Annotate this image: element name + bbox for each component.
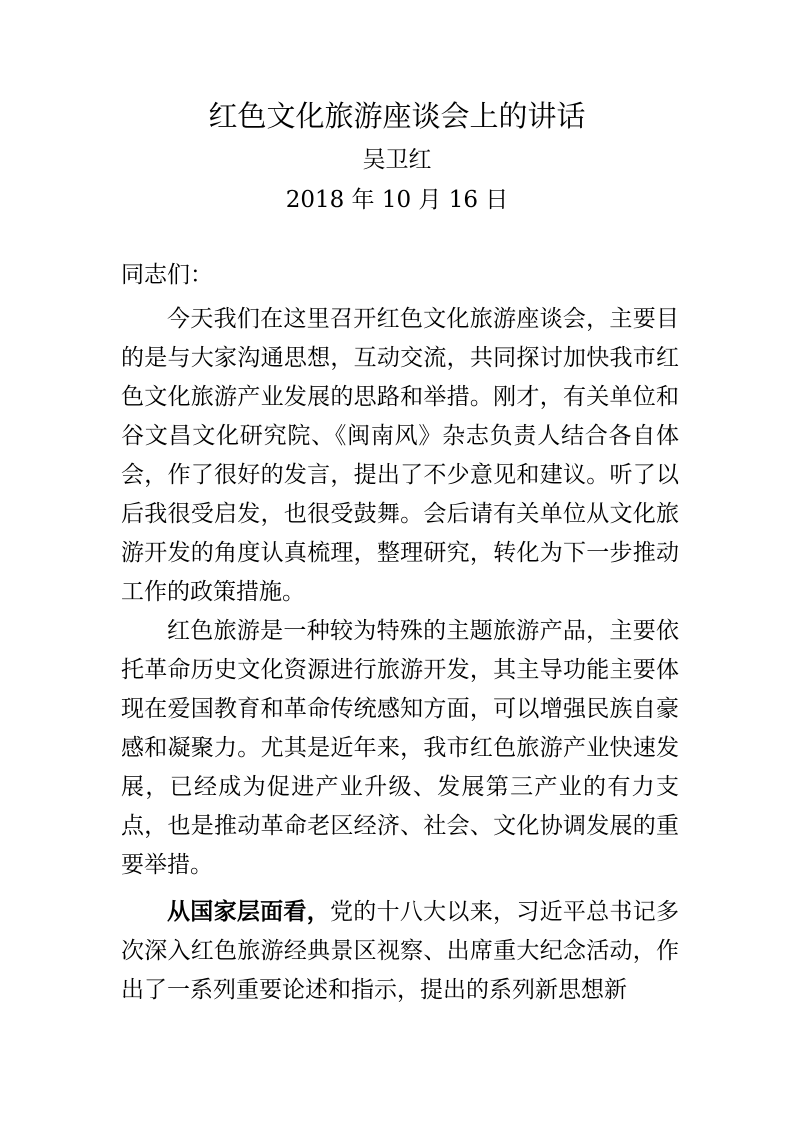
paragraph-lead-heading: 从国家层面看， [167, 899, 330, 925]
paragraph-national-level-text: 党的十八大以来，习近平总书记多次深入红色旅游经典景区视察、出席重大纪念活动，作出了一系列重要论述和指示，提出的系列新思想新 [121, 899, 680, 1003]
paragraph-national-level [121, 893, 679, 1010]
document-body [121, 258, 679, 1010]
paragraph-opening: 今天我们在这里召开红色文化旅游座谈会，主要目的是与大家沟通思想，互动交流，共同探讨加快我市红色文化旅游产业发展的思路和举措。刚才，有关单位和谷文昌文化研究院、《闽南风》杂志负责人结合各自体会，作了很好的发言，提出了不少意见和建议。听了以后我很受启发，也很受鼓舞。会后请有关单位从文化旅游开发的角度认真梳理，整理研究，转化为下一步推动工作的政策措施。 [121, 306, 679, 605]
salutation: 同志们： [121, 262, 213, 288]
document-date: 2018 年 10 月 16 日 [285, 187, 509, 213]
document-author: 吴卫红 [362, 147, 432, 173]
paragraph-red-tourism: 红色旅游是一种较为特殊的主题旅游产品，主要依托革命历史文化资源进行旅游开发，其主导功能主要体现在爱国教育和革命传统感知方面，可以增强民族自豪感和凝聚力。尤其是近年来，我市红色旅游产业快速发展，已经成为促进产业升级、发展第三产业的有力支点，也是推动革命老区经济、社会、文化协调发展的重要举措。 [121, 618, 679, 878]
document-title: 红色文化旅游座谈会上的讲话 [208, 99, 586, 133]
